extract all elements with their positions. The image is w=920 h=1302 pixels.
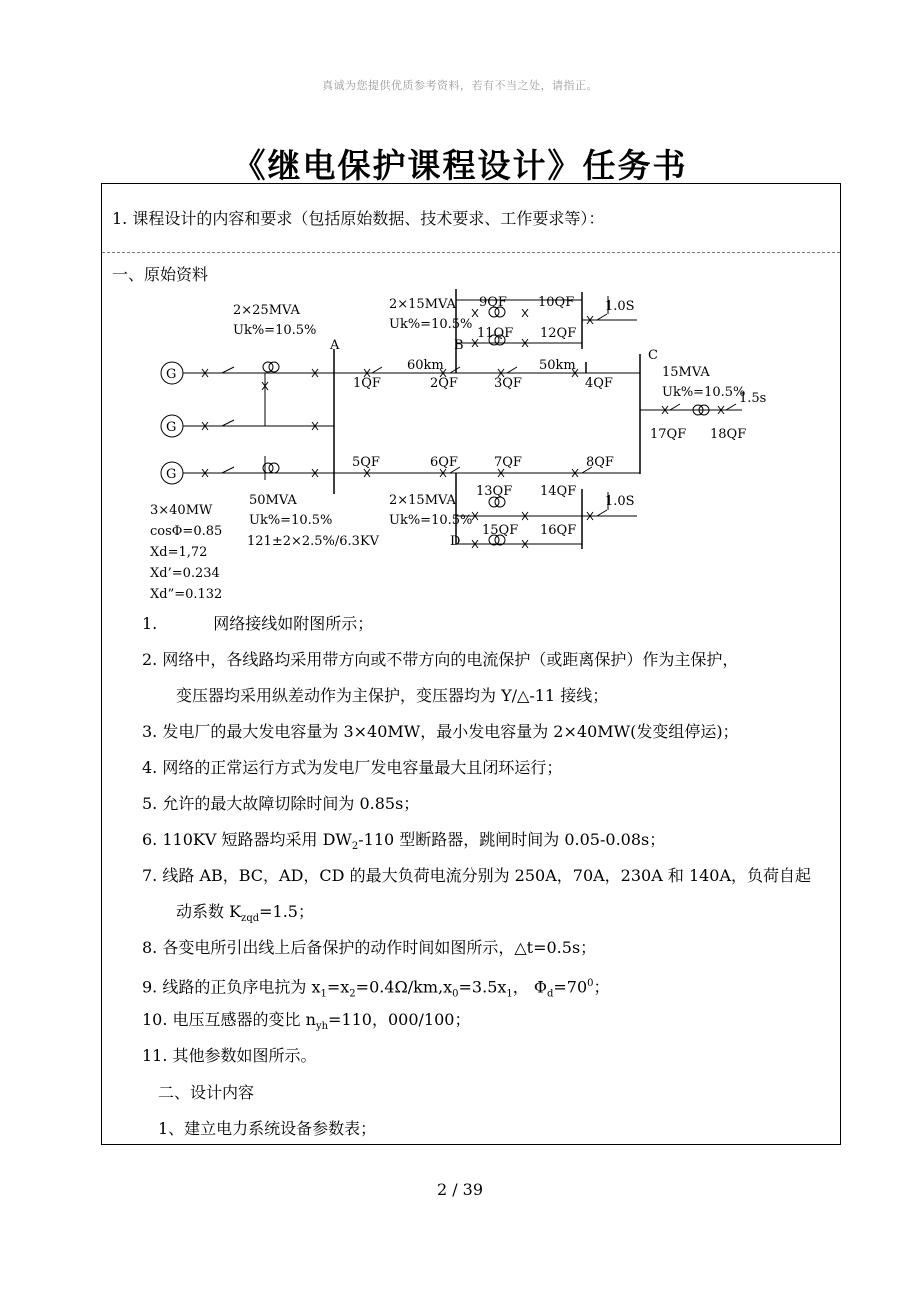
line-bc-length: 50km bbox=[539, 358, 576, 373]
breaker-15qf: 15QF bbox=[482, 523, 519, 538]
bus-c-label: C bbox=[648, 348, 658, 363]
breaker-17qf: 17QF bbox=[650, 427, 687, 442]
gen-cos-phi: cosΦ=0.85 bbox=[150, 524, 223, 539]
requirements-list bbox=[142, 611, 842, 1079]
section-1-heading: 1. 课程设计的内容和要求（包括原始数据、技术要求、工作要求等）： bbox=[112, 209, 605, 228]
time-label-b: 1.0S bbox=[605, 299, 635, 314]
generator-symbol: G bbox=[166, 420, 177, 435]
list-item: 2. 网络中，各线路均采用带方向或不带方向的电流保护（或距离保护）作为主保护， bbox=[142, 650, 739, 669]
document-title: 《继电保护课程设计》任务书 bbox=[232, 146, 688, 185]
list-item: 9. 线路的正负序电抗为 $x_1=x_2=0.4\Omega/km,x_0=3.5x_1$， $\Phi_d=70^0$； bbox=[142, 977, 610, 1000]
design-item-1: 1、建立电力系统设备参数表； bbox=[158, 1119, 377, 1138]
section-2-heading: 二、设计内容 bbox=[158, 1083, 255, 1102]
tc-uk: Uk%=10.5% bbox=[662, 385, 746, 400]
gen-xd-prime: Xd’=0.234 bbox=[150, 566, 220, 581]
breaker-14qf: 14QF bbox=[540, 484, 577, 499]
list-item: 6. 110KV 短路器均采用 $DW_2-110$ 型断路器，跳闸时间为 0.05-0.08s； bbox=[142, 830, 666, 853]
tc-rating: 15MVA bbox=[662, 365, 710, 380]
breaker-9qf: 9QF bbox=[479, 295, 507, 310]
breaker-18qf: 18QF bbox=[710, 427, 747, 442]
time-label-c: 1.5s bbox=[739, 391, 767, 406]
list-item: 11. 其他参数如图所示。 bbox=[142, 1046, 317, 1065]
breaker-5qf: 5QF bbox=[352, 455, 380, 470]
breaker-16qf: 16QF bbox=[540, 523, 577, 538]
bus-d-label: D bbox=[450, 534, 461, 549]
list-item: 10. 电压互感器的变比 $n_{yh}=110$，000/100； bbox=[142, 1010, 471, 1033]
gen-rating: 3×40MW bbox=[150, 503, 213, 518]
breaker-4qf: 4QF bbox=[585, 376, 613, 391]
t1-rating: 2×25MVA bbox=[233, 303, 300, 318]
header-disclaimer: 真诚为您提供优质参考资料，若有不当之处，请指正。 bbox=[322, 79, 598, 92]
line-ab-length: 60km bbox=[407, 358, 444, 373]
generator-symbol: G bbox=[166, 367, 177, 382]
breaker-11qf: 11QF bbox=[477, 326, 514, 341]
t1-uk: Uk%=10.5% bbox=[233, 323, 317, 338]
original-data-heading: 一、原始资料 bbox=[112, 265, 209, 284]
t2-uk: Uk%=10.5% bbox=[249, 513, 333, 528]
list-item: 4. 网络的正常运行方式为发电厂发电容量最大且闭环运行； bbox=[142, 758, 563, 777]
gen-xd: Xd=1,72 bbox=[150, 545, 208, 560]
t2-ratio: 121±2×2.5%/6.3KV bbox=[247, 534, 380, 549]
breaker-13qf: 13QF bbox=[476, 484, 513, 499]
list-item: 变压器均采用纵差动作为主保护，变压器均为 Y/△-11 接线； bbox=[176, 686, 609, 705]
td-rating: 2×15MVA bbox=[389, 493, 456, 508]
list-item: 5. 允许的最大故障切除时间为 0.85s； bbox=[142, 794, 420, 813]
generator-symbol: G bbox=[166, 467, 177, 482]
breaker-2qf: 2QF bbox=[430, 376, 458, 391]
list-item: 动系数 $K_{zqd}=1.5$； bbox=[176, 902, 314, 925]
tb-uk: Uk%=10.5% bbox=[389, 317, 473, 332]
breaker-1qf: 1QF bbox=[353, 376, 381, 391]
t2-rating: 50MVA bbox=[249, 493, 297, 508]
page-number: 2 / 39 bbox=[436, 1180, 484, 1199]
list-item: 7. 线路 AB，BC，AD，CD 的最大负荷电流分别为 250A，70A，230A 和 140A，负荷自起 bbox=[142, 866, 812, 885]
list-item: 1. 网络接线如附图所示； bbox=[142, 614, 374, 633]
list-item: 3. 发电厂的最大发电容量为 3×40MW，最小发电容量为 2×40MW(发变组停运)； bbox=[142, 722, 739, 741]
bus-a-label: A bbox=[330, 338, 340, 353]
breaker-6qf: 6QF bbox=[430, 455, 458, 470]
breaker-8qf: 8QF bbox=[586, 455, 614, 470]
breaker-12qf: 12QF bbox=[540, 326, 577, 341]
breaker-10qf: 10QF bbox=[538, 295, 575, 310]
breaker-7qf: 7QF bbox=[494, 455, 522, 470]
network-diagram bbox=[102, 184, 842, 614]
bus-b-label: B bbox=[454, 338, 464, 353]
time-label-d: 1.0S bbox=[605, 494, 635, 509]
tb-rating: 2×15MVA bbox=[389, 297, 456, 312]
gen-xd-double-prime: Xd”=0.132 bbox=[150, 587, 223, 602]
td-uk: Uk%=10.5% bbox=[389, 513, 473, 528]
list-item: 8. 各变电所引出线上后备保护的动作时间如图所示，△t=0.5s； bbox=[142, 938, 597, 957]
breaker-3qf: 3QF bbox=[494, 376, 522, 391]
task-book-frame bbox=[101, 183, 841, 1145]
